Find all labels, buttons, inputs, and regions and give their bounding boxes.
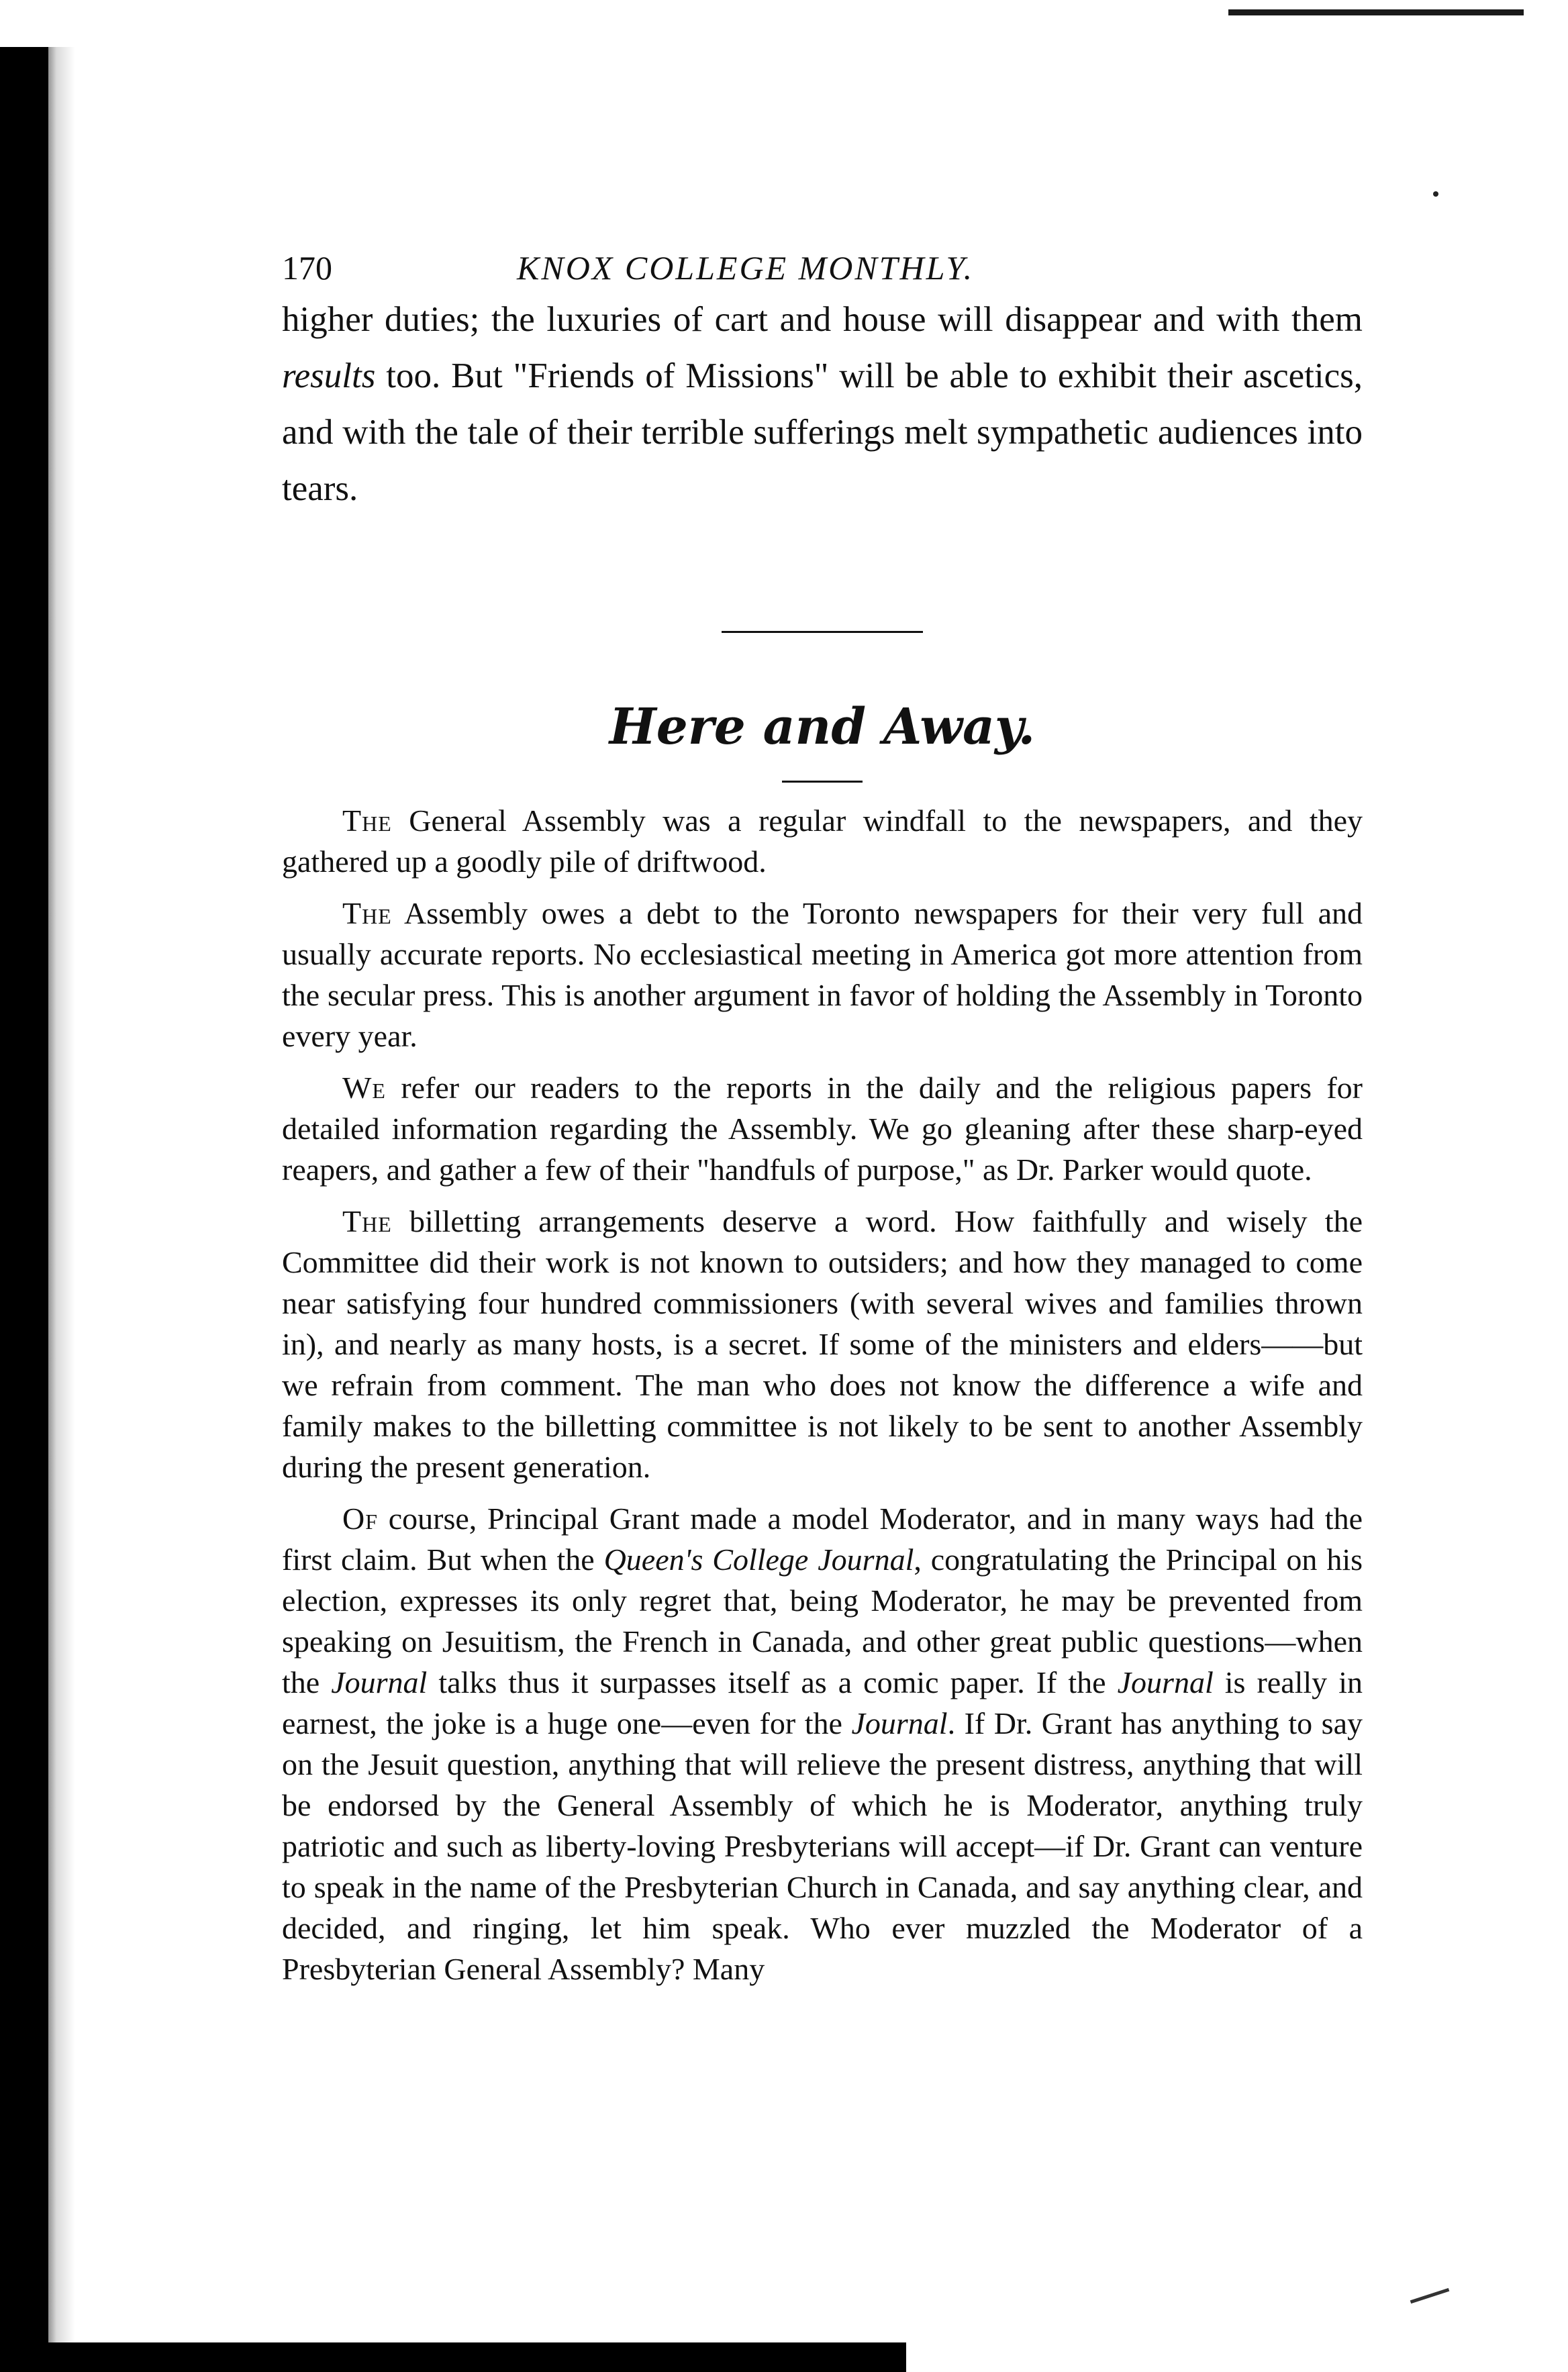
entry-text: refer our readers to the reports in the daily and the religious papers for detailed information regarding the Assembly. We go gleaning after these sharp-eyed reapers, and gather a few of their "handfuls of purpose," as Dr. Parker would quote. bbox=[282, 1071, 1363, 1187]
entry-text: Assembly owes a debt to the Toronto newspapers for their very full and usually accurate reports. No ecclesiastical meeting in America got more attention from the secular press. This is another argument in favor of holding the Assembly in Toronto every year. bbox=[282, 896, 1363, 1053]
entry-lead-word: Of bbox=[342, 1501, 379, 1536]
heading-underline bbox=[782, 781, 863, 783]
entry-paragraph bbox=[282, 1201, 1363, 1487]
section-heading: Here and Away. bbox=[609, 698, 1036, 756]
carry-over-text: higher duties; the luxuries of cart and house will disappear and with them bbox=[282, 300, 1363, 339]
page-number: 170 bbox=[282, 249, 332, 287]
carry-over-text: too. But "Friends of Missions" will be able to exhibit their ascetics, and with the tale of their terrible sufferings melt sympathetic audiences into tears. bbox=[282, 356, 1363, 508]
entry-paragraph bbox=[282, 800, 1363, 882]
entry-lead-word: The bbox=[342, 803, 392, 838]
running-head bbox=[282, 221, 1363, 287]
page-content bbox=[282, 221, 1363, 2000]
entry-text: . If Dr. Grant has anything to say on the Jesuit question, anything that will relieve the present distress, anything that will be endorsed by the General Assembly of which he is Moderator, anything truly patriotic and such as liberty-loving Presbyterians will accept—if Dr. Grant can venture to speak in the name of the Presbyterian Church in Canada, and say anything clear, and decided, and ringing, let him speak. Who ever muzzled the Moderator of a Presbyterian General Assembly? Many bbox=[282, 1706, 1363, 1986]
entry-italic: Journal bbox=[331, 1665, 428, 1699]
entry-italic: Journal bbox=[1117, 1665, 1214, 1699]
scan-speck bbox=[1433, 191, 1438, 197]
carry-over-italic: results bbox=[282, 356, 376, 395]
scan-bottom-margin bbox=[0, 2342, 906, 2372]
entry-lead-word: The bbox=[342, 896, 392, 930]
scan-corner-mark bbox=[1410, 2288, 1450, 2304]
entry-lead-word: We bbox=[342, 1071, 386, 1105]
entry-text: talks thus it surpasses itself as a comic paper. If the bbox=[427, 1665, 1118, 1699]
entry-paragraph bbox=[282, 1067, 1363, 1190]
entry-paragraph bbox=[282, 1498, 1363, 1989]
entry-text: course, Principal Grant made a model Moderator, and in many ways had the first claim. But when the bbox=[282, 1501, 1363, 1577]
carry-over-paragraph bbox=[282, 291, 1363, 517]
entry-italic: Journal bbox=[851, 1706, 948, 1740]
scan-top-rule bbox=[1228, 9, 1524, 15]
entry-text: is really in earnest, the joke is a huge one—even for the bbox=[282, 1665, 1363, 1740]
scan-left-shadow bbox=[48, 47, 75, 2372]
journal-title: KNOX COLLEGE MONTHLY. bbox=[517, 249, 975, 287]
entry-text: billetting arrangements deserve a word. How faithfully and wisely the Committee did their work is not known to outsiders; and how they managed to come near satisfying four hundred commissioners (with several wives and families thrown in), and nearly as many hosts, is a secret. If some of the ministers and elders——but we refrain from comment. The man who does not know the difference a wife and family makes to the billetting committee is not likely to be sent to another Assembly during the present generation. bbox=[282, 1204, 1363, 1484]
entry-lead-word: The bbox=[342, 1204, 392, 1238]
entry-italic: Queen's College Journal bbox=[603, 1542, 914, 1577]
scan-left-margin bbox=[0, 47, 48, 2372]
entry-text: General Assembly was a regular windfall to the newspapers, and they gathered up a goodly pile of driftwood. bbox=[282, 803, 1363, 879]
section-divider bbox=[722, 631, 923, 633]
entry-paragraph bbox=[282, 893, 1363, 1056]
entry-text: , congratulating the Principal on his election, expresses its only regret that, being Moderator, he may be prevented from speaking on Jesuitism, the French in Canada, and other great public questions—when the bbox=[282, 1542, 1363, 1699]
